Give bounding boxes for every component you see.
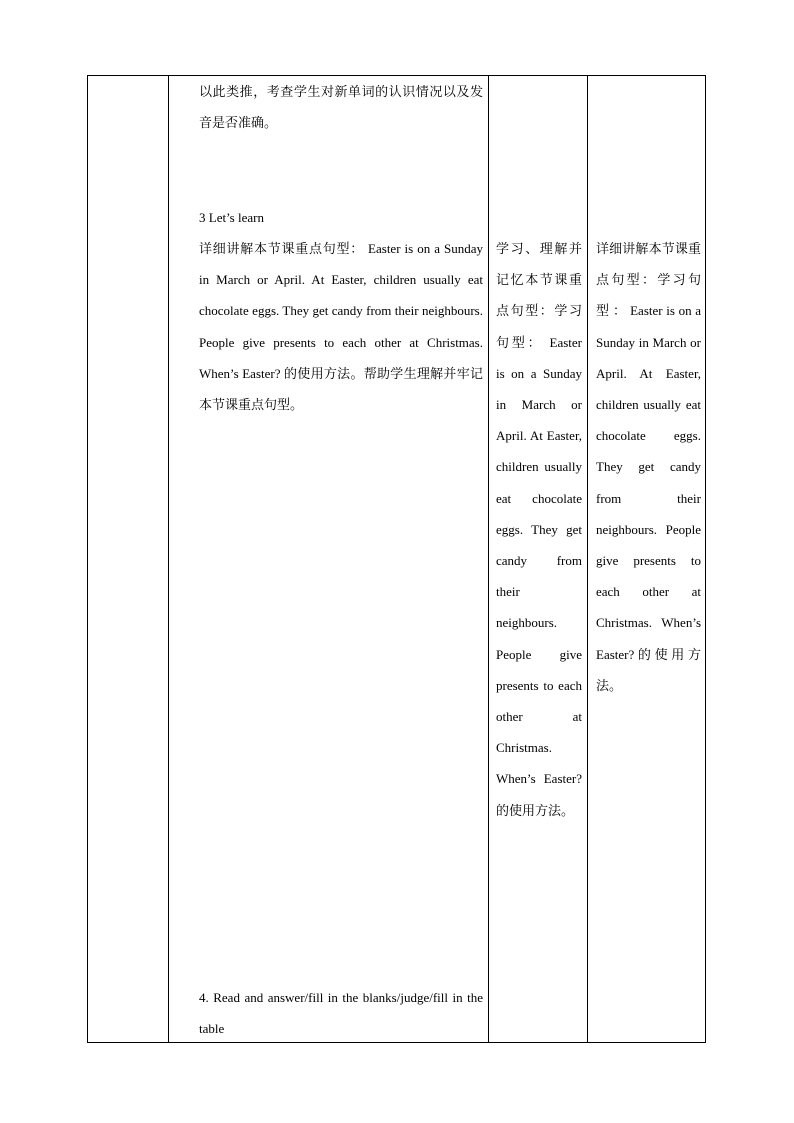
student-activity-cell (489, 76, 588, 1042)
design-intent-text: 详细讲解本节课重点句型：学习句 型 ： Easter is on a Sunday in March or April. At Easter, children usually eat chocolate eggs. They get candy from their neighbours. People give presents to each other at Christmas. When’s Easter?的使用方法。 (596, 241, 701, 693)
stage-cell (88, 76, 168, 1042)
lesson-plan-table (87, 75, 706, 1043)
section-heading-read-and-answer: 4. Read and answer/fill in the blanks/judge/fill in the table (199, 990, 483, 1037)
paragraph-review: 以此类推，考查学生对新单词的认识情况以及发音是否准确。 (199, 85, 483, 132)
student-activity-text: 学习、理解并记忆本节课重点句型：学习句型： Easter is on a Sunday in March or April. At Easter, children usually eat chocolate eggs. They get candy from their neighbours. People give presents to each other at Christmas. When’s Easter?的使用方法。 (496, 241, 582, 818)
section-heading-lets-learn: 3 Let’s learn (199, 210, 264, 225)
teacher-activity-cell (169, 76, 489, 1042)
design-intent-cell (588, 76, 707, 1042)
paragraph-key-sentences: 详细讲解本节课重点句型： Easter is on a Sunday in March or April. At Easter, children usually eat chocolate eggs. They get candy from their neighbours. People give presents to each other at Christmas. When’s Easter? 的使用方法。帮助学生理解并牢记本节课重点句型。 (199, 241, 483, 413)
